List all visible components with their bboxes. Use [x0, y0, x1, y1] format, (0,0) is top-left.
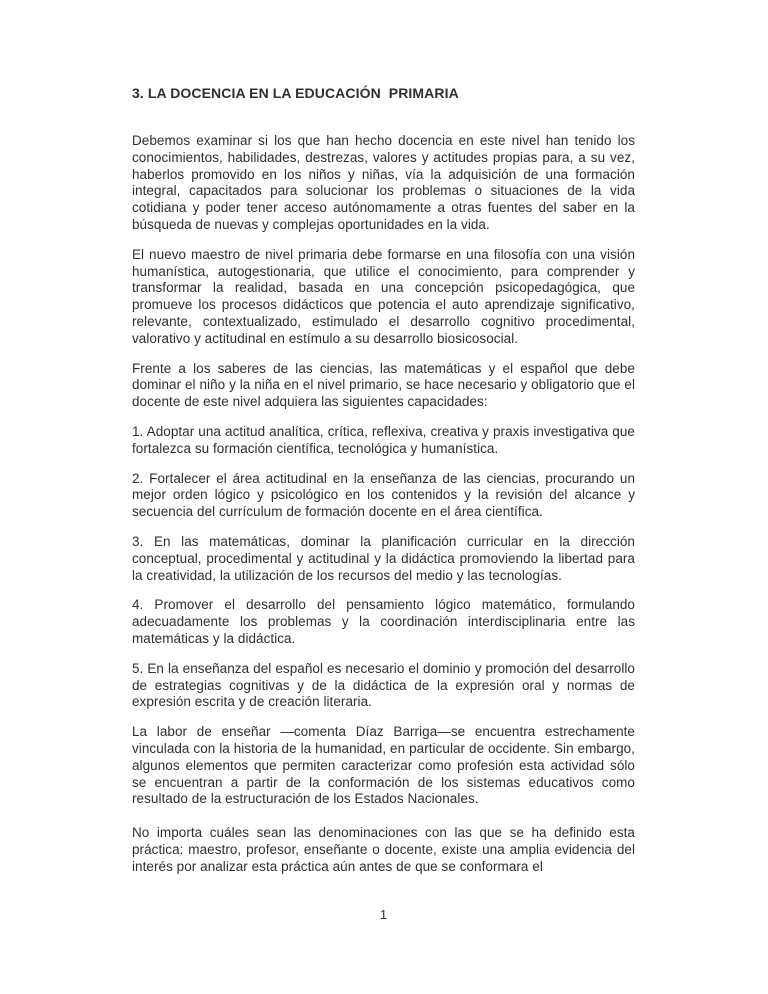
numbered-item-1: 1. Adoptar una actitud analítica, crítica, reflexiva, creativa y praxis investigativa que fortalezca su formación científica, tecnológica y humanística.	[132, 423, 635, 456]
paragraph-denominations: No importa cuáles sean las denominaciones con las que se ha definido esta práctica: maestro, profesor, enseñante o docente, existe una amplia evidencia del interés por analizar esta práctica aún antes de que se conformara el	[132, 825, 635, 874]
paragraph-capacities-lead: Frente a los saberes de las ciencias, las matemáticas y el español que debe dominar el niño y la niña en el nivel primario, se hace necesario y obligatorio que el docente de este nivel adquiera las siguientes capacidades:	[132, 360, 635, 410]
numbered-item-3: 3. En las matemáticas, dominar la planificación curricular en la dirección conceptual, procedimental y actitudinal y la didáctica promoviendo la libertad para la creatividad, la utilización de los recursos del medio y las tecnologías.	[132, 533, 635, 583]
page-number: 1	[379, 907, 388, 923]
numbered-item-5: 5. En la enseñanza del español es necesario el dominio y promoción del desarrollo de estrategias cognitivas y de la didáctica de la expresión oral y normas de expresión escrita y de creación literaria.	[132, 660, 635, 710]
numbered-item-2: 2. Fortalecer el área actitudinal en la enseñanza de las ciencias, procurando un mejor orden lógico y psicológico en los contenidos y la revisión del alcance y secuencia del currículum de formación docente en el área científica.	[132, 470, 635, 520]
section-heading: 3. LA DOCENCIA EN LA EDUCACIÓN PRIMARIA	[132, 85, 459, 101]
paragraph-new-teacher: El nuevo maestro de nivel primaria debe formarse en una filosofía con una visión humanística, autogestionaria, que utilice el conocimiento, para comprender y transformar la realidad, basada en una concepción psicopedagógica, que promueve los procesos didácticos que potencia el auto aprendizaje significativo, relevante, contextualizado, estimulado el desarrollo cognitivo procedimental, valorativo y actitudinal en estímulo a su desarrollo biosicosocial.	[132, 246, 635, 346]
numbered-item-4: 4. Promover el desarrollo del pensamiento lógico matemático, formulando adecuadamente los problemas y la coordinación interdisciplinaria entre las matemáticas y la didáctica.	[132, 597, 635, 646]
paragraph-intro: Debemos examinar si los que han hecho docencia en este nivel han tenido los conocimientos, habilidades, destrezas, valores y actitudes propias para, a su vez, haberlos promovido en los niños y niñas, vía la adquisición de una formación integral, capacitados para solucionar los problemas o situaciones de la vida cotidiana y poder tener acceso autónomamente a otras fuentes del saber en la búsqueda de nuevas y complejas oportunidades en la vida.	[132, 133, 635, 232]
paragraph-diaz-barriga: La labor de enseñar —comenta Díaz Barriga—se encuentra estrechamente vinculada con la historia de la humanidad, en particular de occidente. Sin embargo, algunos elementos que permiten caracterizar como profesión esta actividad sólo se encuentran a partir de la conformación de los sistemas educativos como resultado de la estructuración de los Estados Nacionales.	[132, 724, 635, 807]
